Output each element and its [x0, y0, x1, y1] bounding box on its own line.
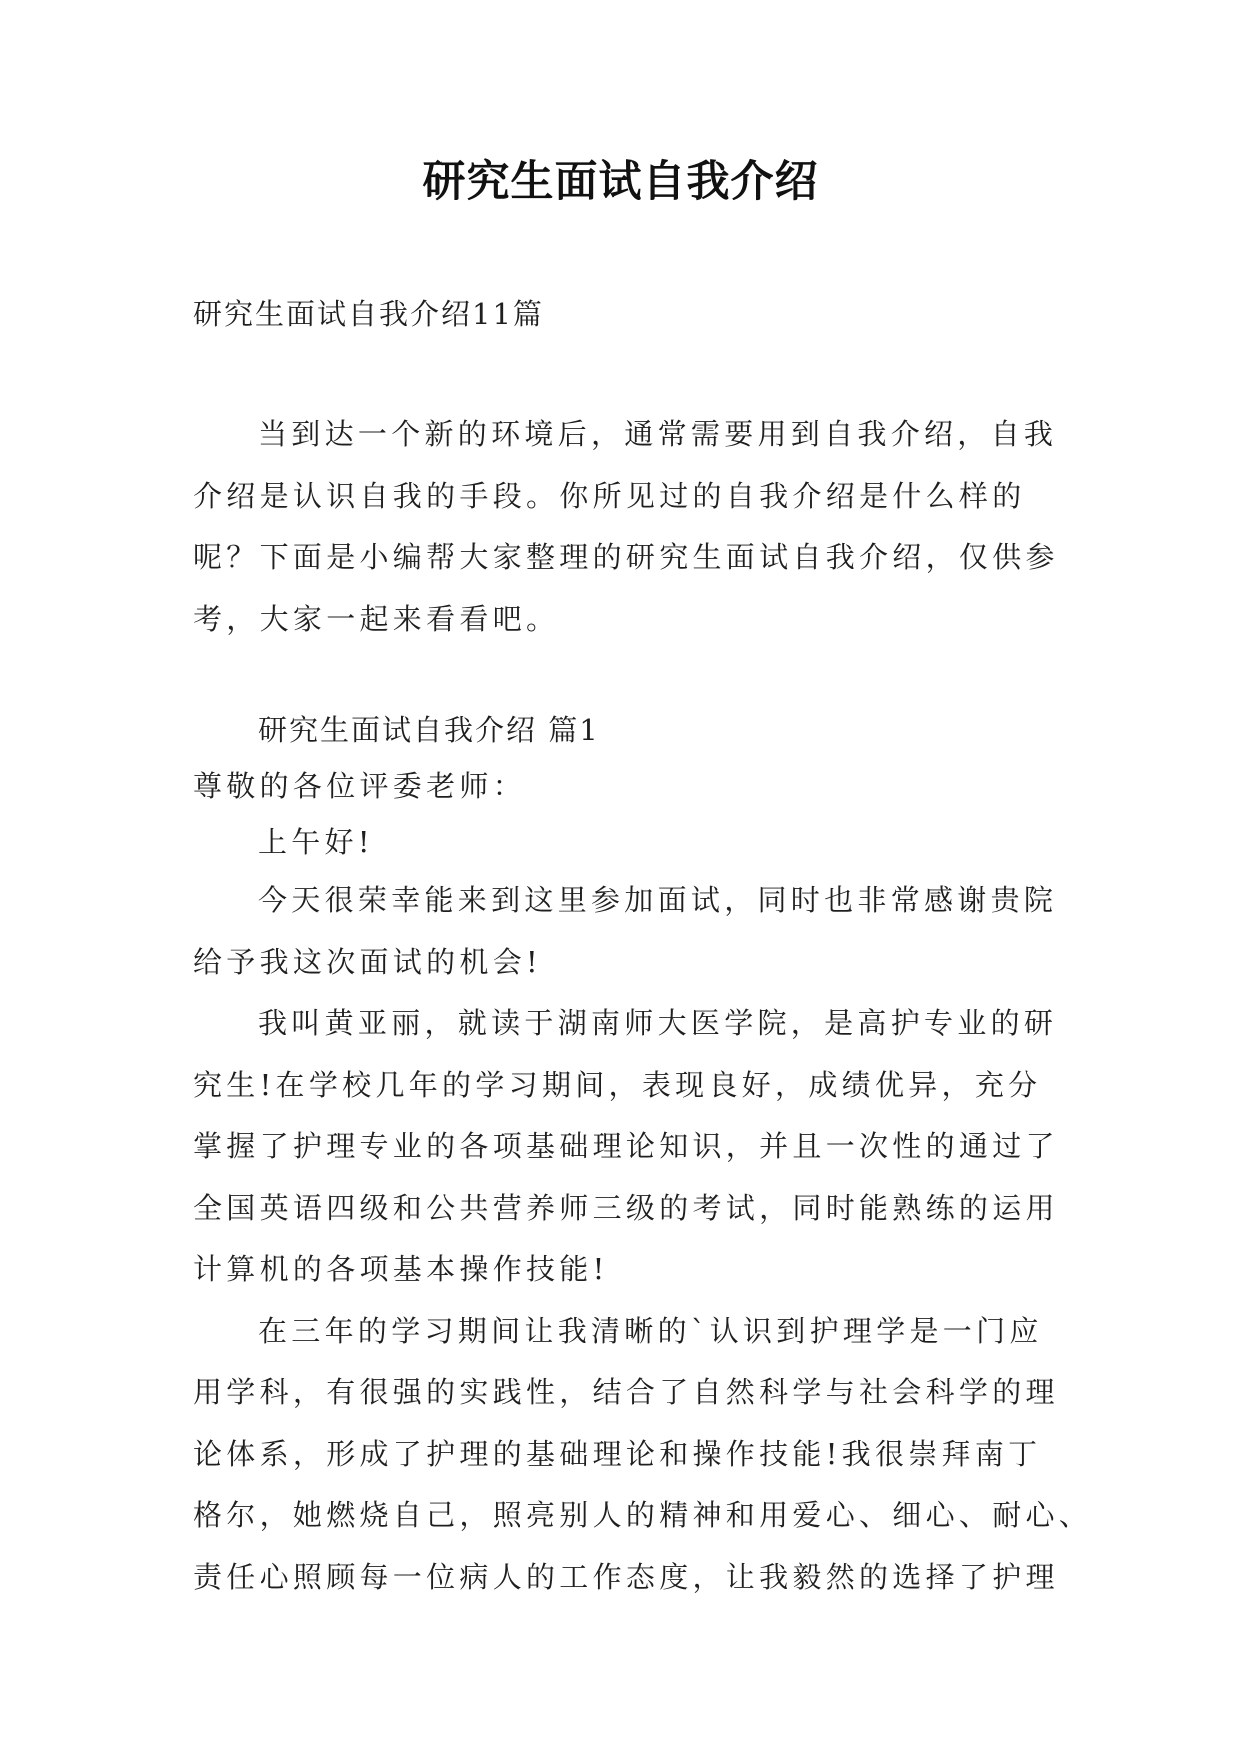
intro-paragraph — [193, 404, 1059, 650]
body-line: 计算机的各项基本操作技能! — [193, 1252, 609, 1286]
intro-line: 考，大家一起来看看吧。 — [193, 601, 560, 636]
section-1 — [193, 700, 1093, 1608]
body-line: 今天很荣幸能来到这里参加面试，同时也非常感谢贵院 — [258, 883, 1058, 917]
body-line: 责任心照顾每一位病人的工作态度，让我毅然的选择了护理 — [193, 1559, 1059, 1594]
body-line: 掌握了护理专业的各项基础理论知识，并且一次性的通过了 — [193, 1129, 1059, 1163]
body-line: 全国英语四级和公共营养师三级的考试，同时能熟练的运用 — [193, 1190, 1059, 1225]
body-line: 给予我这次面试的机会! — [193, 944, 542, 979]
body-line: 格尔，她燃烧自己，照亮别人的精神和用爱心、细心、耐心、 — [193, 1498, 1093, 1532]
salutation-line: 尊敬的各位评委老师： — [193, 769, 527, 803]
section-heading: 研究生面试自我介绍 篇1 — [258, 713, 600, 747]
intro-line: 当到达一个新的环境后，通常需要用到自我介绍，自我 — [258, 417, 1058, 451]
intro-line: 呢？下面是小编帮大家整理的研究生面试自我介绍，仅供参 — [193, 540, 1059, 574]
body-line: 用学科，有很强的实践性，结合了自然科学与社会科学的理 — [193, 1375, 1059, 1409]
body-line: 在三年的学习期间让我清晰的`认识到护理学是一门应 — [258, 1313, 1043, 1348]
greeting-line: 上午好! — [258, 825, 374, 859]
document-subtitle: 研究生面试自我介绍11篇 — [193, 297, 544, 331]
body-line: 论体系，形成了护理的基础理论和操作技能!我很崇拜南丁 — [193, 1436, 1042, 1471]
body-line: 究生!在学校几年的学习期间，表现良好，成绩优异，充分 — [193, 1067, 1042, 1102]
body-line: 我叫黄亚丽，就读于湖南师大医学院，是高护专业的研 — [258, 1006, 1058, 1040]
intro-line: 介绍是认识自我的手段。你所见过的自我介绍是什么样的 — [193, 478, 1026, 513]
document-title: 研究生面试自我介绍 — [422, 157, 819, 207]
